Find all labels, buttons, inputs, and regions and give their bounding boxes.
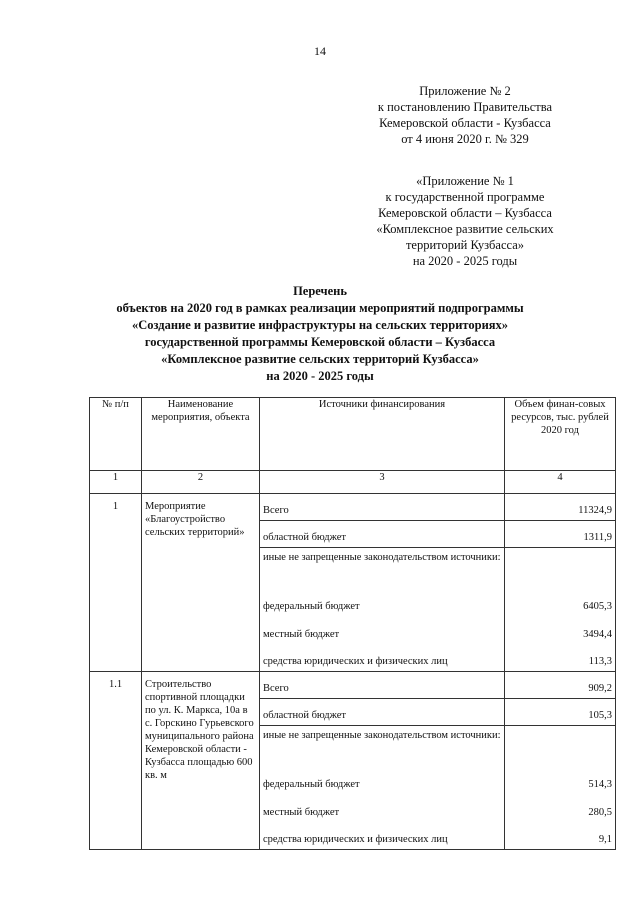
appendix-line: к постановлению Правительства [377, 100, 553, 114]
row-source: областной бюджет [260, 521, 505, 548]
column-number-row [90, 471, 616, 494]
row-amount: 514,3 [505, 766, 616, 794]
header-name: Наименование мероприятия, объекта [142, 398, 260, 471]
row-source: местный бюджет [260, 794, 505, 822]
row-amount [505, 548, 616, 588]
page-number: 14 [314, 44, 326, 58]
row-amount: 105,3 [505, 699, 616, 726]
row-source: иные не запрещенные законодательством источники: [260, 726, 505, 766]
row-amount [505, 726, 616, 766]
row-amount: 11324,9 [505, 494, 616, 521]
col-number: 2 [142, 471, 260, 494]
table-row [90, 672, 616, 699]
header-source: Источники финансирования [260, 398, 505, 471]
title-line: Перечень [293, 284, 347, 298]
title-line: объектов на 2020 год в рамках реализации мероприятий подпрограммы [116, 301, 524, 315]
table-row [90, 494, 616, 521]
appendix-line: Кемеровской области - Кузбасса [379, 116, 551, 130]
appendix-line: от 4 июня 2020 г. № 329 [401, 132, 529, 146]
row-source: Всего [260, 672, 505, 699]
row-source: федеральный бюджет [260, 766, 505, 794]
title-line: «Создание и развитие инфраструктуры на сельских территориях» [131, 318, 509, 332]
inner-appendix-line: на 2020 - 2025 годы [412, 254, 518, 268]
row-name: Строительство спортивной площадки по ул. К. Маркса, 10а в с. Горскино Гурьевского муниципального района Кемеровской области - Кузбасса площадью 600 кв. м [142, 672, 260, 850]
row-source: Всего [260, 494, 505, 521]
row-amount: 280,5 [505, 794, 616, 822]
row-amount: 3494,4 [505, 616, 616, 644]
row-amount: 909,2 [505, 672, 616, 699]
row-source: федеральный бюджет [260, 588, 505, 616]
header-num: № п/п [90, 398, 142, 471]
header-amount: Объем финан-совых ресурсов, тыс. рублей 2020 год [505, 398, 616, 471]
row-amount: 113,3 [505, 644, 616, 672]
appendix-block [330, 83, 600, 147]
row-source: местный бюджет [260, 616, 505, 644]
inner-appendix-block [330, 173, 600, 269]
objects-table [89, 397, 616, 850]
inner-appendix-line: «Комплексное развитие сельских [376, 222, 554, 236]
inner-appendix-line: Кемеровской области – Кузбасса [378, 206, 552, 220]
row-name: Мероприятие «Благоустройство сельских территорий» [142, 494, 260, 672]
inner-appendix-line: «Приложение № 1 [416, 174, 514, 188]
row-source: иные не запрещенные законодательством источники: [260, 548, 505, 588]
title-line: государственной программы Кемеровской области – Кузбасса [144, 335, 496, 349]
appendix-line: Приложение № 2 [419, 84, 511, 98]
inner-appendix-line: к государственной программе [385, 190, 545, 204]
document-title [60, 283, 580, 385]
inner-appendix-line: территорий Кузбасса» [405, 238, 525, 252]
row-source: областной бюджет [260, 699, 505, 726]
row-source: средства юридических и физических лиц [260, 644, 505, 672]
row-amount: 6405,3 [505, 588, 616, 616]
row-num: 1.1 [90, 672, 142, 850]
col-number: 4 [505, 471, 616, 494]
row-amount: 9,1 [505, 822, 616, 850]
table-header-row [90, 398, 616, 471]
title-line: на 2020 - 2025 годы [266, 369, 374, 383]
row-amount: 1311,9 [505, 521, 616, 548]
title-line: «Комплексное развитие сельских территорий Кузбасса» [161, 352, 479, 366]
col-number: 3 [260, 471, 505, 494]
row-num: 1 [90, 494, 142, 672]
col-number: 1 [90, 471, 142, 494]
row-source: средства юридических и физических лиц [260, 822, 505, 850]
